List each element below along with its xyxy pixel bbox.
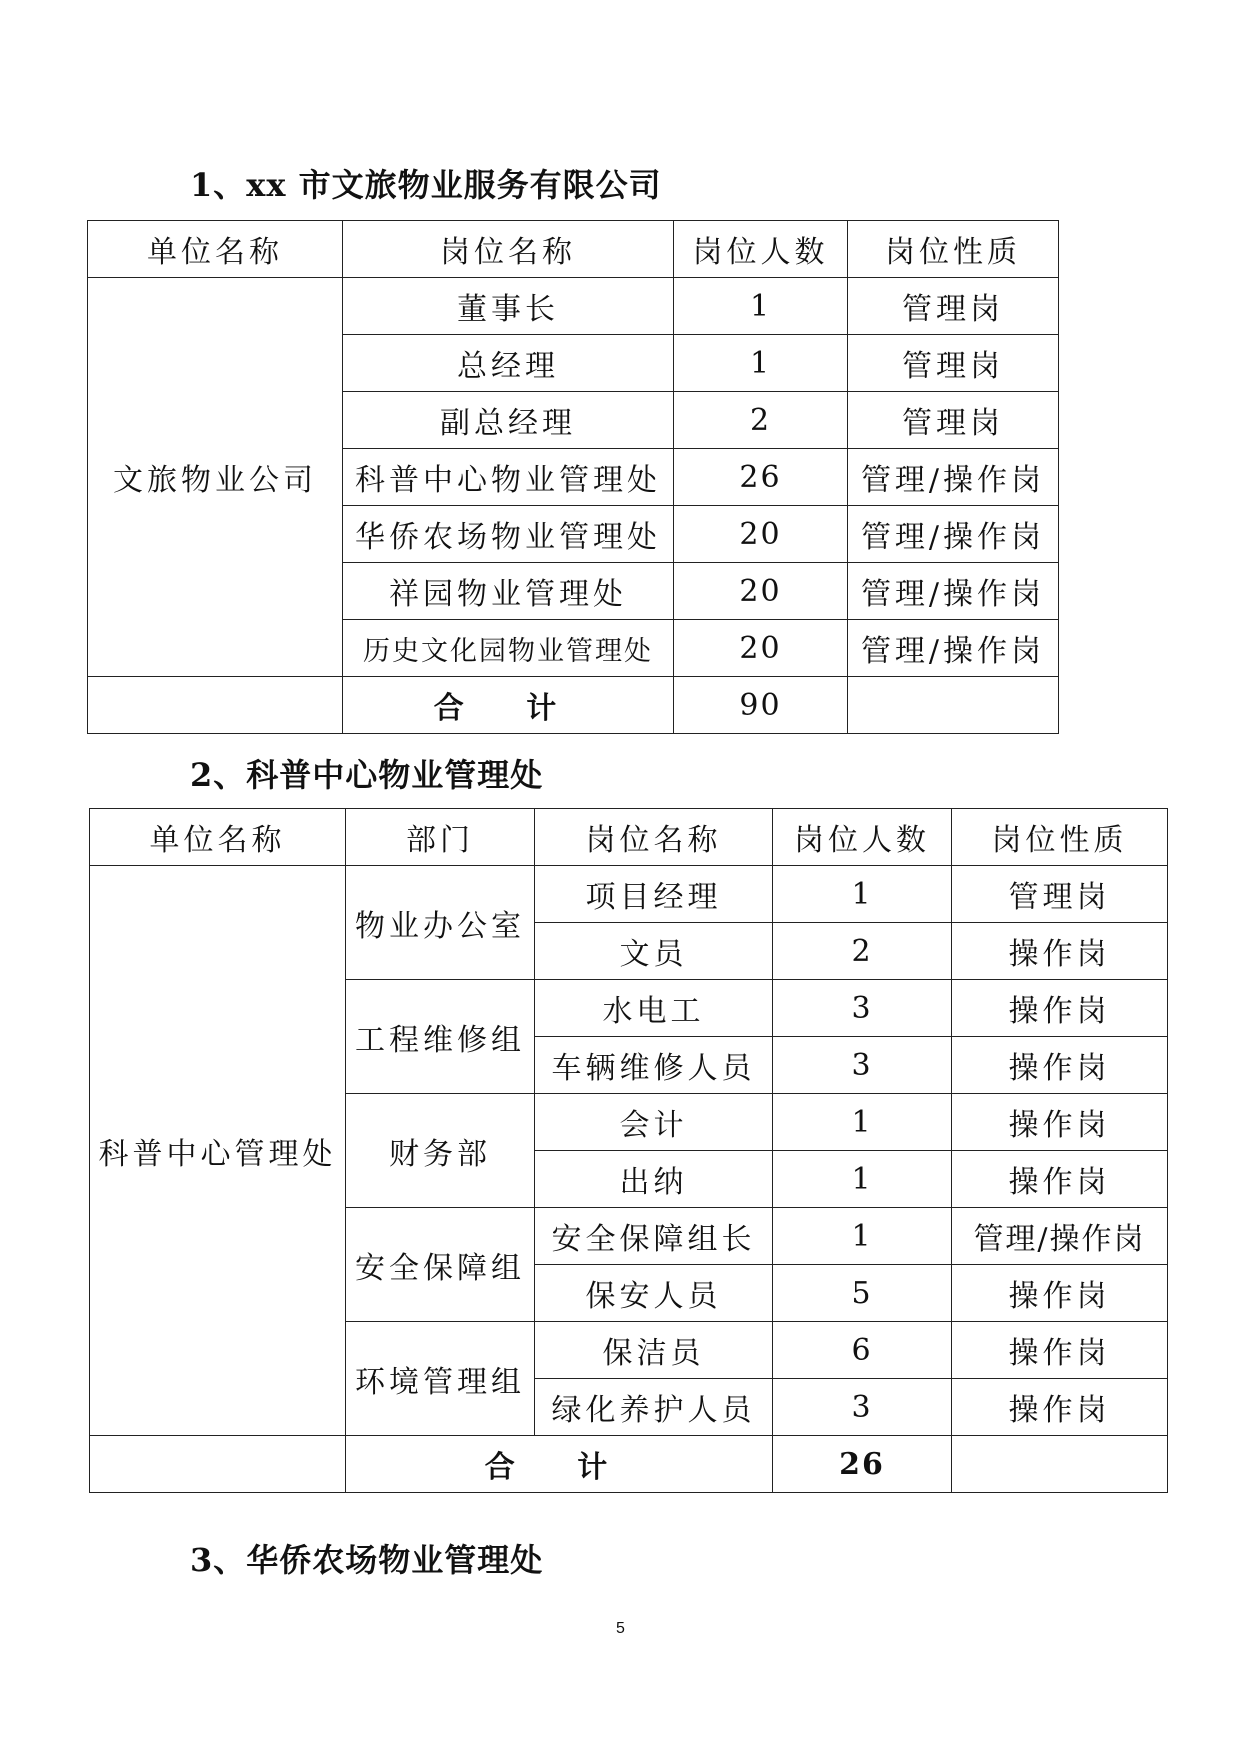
nature-cell: 操作岗 (952, 1322, 1168, 1379)
section2-table (89, 808, 1168, 1493)
post-cell: 华侨农场物业管理处 (343, 506, 674, 563)
header-unit: 单位名称 (90, 809, 346, 866)
nature-cell: 管理/操作岗 (848, 620, 1059, 677)
post-cell: 项目经理 (535, 866, 773, 923)
department-cell: 物业办公室 (346, 866, 535, 980)
unit-cell: 科普中心管理处 (90, 866, 346, 1436)
count-cell: 20 (674, 563, 848, 620)
table-header-row (88, 221, 1059, 278)
nature-cell: 操作岗 (952, 1037, 1168, 1094)
nature-cell: 操作岗 (952, 1379, 1168, 1436)
section2-heading: 2、科普中心物业管理处 (190, 756, 544, 794)
count-cell: 2 (674, 392, 848, 449)
post-cell: 总经理 (343, 335, 674, 392)
post-cell: 出纳 (535, 1151, 773, 1208)
total-row (90, 1436, 1168, 1493)
total-label: 合 计 (346, 1436, 773, 1493)
nature-cell: 操作岗 (952, 1094, 1168, 1151)
total-empty-cell (952, 1436, 1168, 1493)
count-cell: 1 (773, 1151, 952, 1208)
header-unit: 单位名称 (88, 221, 343, 278)
table-row (88, 278, 1059, 335)
total-value: 90 (674, 677, 848, 734)
section3-heading: 3、华侨农场物业管理处 (190, 1541, 544, 1579)
header-nature: 岗位性质 (952, 809, 1168, 866)
count-cell: 2 (773, 923, 952, 980)
nature-cell: 管理/操作岗 (848, 506, 1059, 563)
count-cell: 1 (773, 866, 952, 923)
post-cell: 车辆维修人员 (535, 1037, 773, 1094)
total-value: 26 (773, 1436, 952, 1493)
total-empty-cell (848, 677, 1059, 734)
page-number: 5 (616, 1620, 625, 1637)
header-count: 岗位人数 (674, 221, 848, 278)
count-cell: 3 (773, 980, 952, 1037)
total-empty-cell (90, 1436, 346, 1493)
post-cell: 保安人员 (535, 1265, 773, 1322)
nature-cell: 操作岗 (952, 980, 1168, 1037)
section1-heading: 1、xx 市文旅物业服务有限公司 (190, 166, 662, 204)
header-count: 岗位人数 (773, 809, 952, 866)
post-cell: 水电工 (535, 980, 773, 1037)
post-cell: 科普中心物业管理处 (343, 449, 674, 506)
count-cell: 1 (674, 335, 848, 392)
header-post: 岗位名称 (535, 809, 773, 866)
post-cell: 保洁员 (535, 1322, 773, 1379)
post-cell: 绿化养护人员 (535, 1379, 773, 1436)
count-cell: 20 (674, 506, 848, 563)
section1-table (87, 220, 1059, 734)
department-cell: 安全保障组 (346, 1208, 535, 1322)
post-cell: 董事长 (343, 278, 674, 335)
department-cell: 工程维修组 (346, 980, 535, 1094)
nature-cell: 操作岗 (952, 923, 1168, 980)
nature-cell: 管理/操作岗 (848, 563, 1059, 620)
total-empty-cell (88, 677, 343, 734)
table-row (90, 866, 1168, 923)
nature-cell: 管理/操作岗 (848, 449, 1059, 506)
post-cell: 历史文化园物业管理处 (343, 620, 674, 677)
count-cell: 26 (674, 449, 848, 506)
count-cell: 1 (773, 1208, 952, 1265)
table-header-row (90, 809, 1168, 866)
nature-cell: 操作岗 (952, 1265, 1168, 1322)
post-cell: 祥园物业管理处 (343, 563, 674, 620)
count-cell: 6 (773, 1322, 952, 1379)
nature-cell: 操作岗 (952, 1151, 1168, 1208)
department-cell: 环境管理组 (346, 1322, 535, 1436)
count-cell: 20 (674, 620, 848, 677)
count-cell: 1 (773, 1094, 952, 1151)
post-cell: 文员 (535, 923, 773, 980)
header-nature: 岗位性质 (848, 221, 1059, 278)
nature-cell: 管理/操作岗 (952, 1208, 1168, 1265)
total-row (88, 677, 1059, 734)
nature-cell: 管理岗 (848, 392, 1059, 449)
unit-cell: 文旅物业公司 (88, 278, 343, 677)
nature-cell: 管理岗 (848, 278, 1059, 335)
header-post: 岗位名称 (343, 221, 674, 278)
nature-cell: 管理岗 (952, 866, 1168, 923)
count-cell: 5 (773, 1265, 952, 1322)
count-cell: 3 (773, 1379, 952, 1436)
nature-cell: 管理岗 (848, 335, 1059, 392)
department-cell: 财务部 (346, 1094, 535, 1208)
header-department: 部门 (346, 809, 535, 866)
post-cell: 会计 (535, 1094, 773, 1151)
total-label: 合 计 (343, 677, 674, 734)
count-cell: 1 (674, 278, 848, 335)
post-cell: 安全保障组长 (535, 1208, 773, 1265)
post-cell: 副总经理 (343, 392, 674, 449)
count-cell: 3 (773, 1037, 952, 1094)
